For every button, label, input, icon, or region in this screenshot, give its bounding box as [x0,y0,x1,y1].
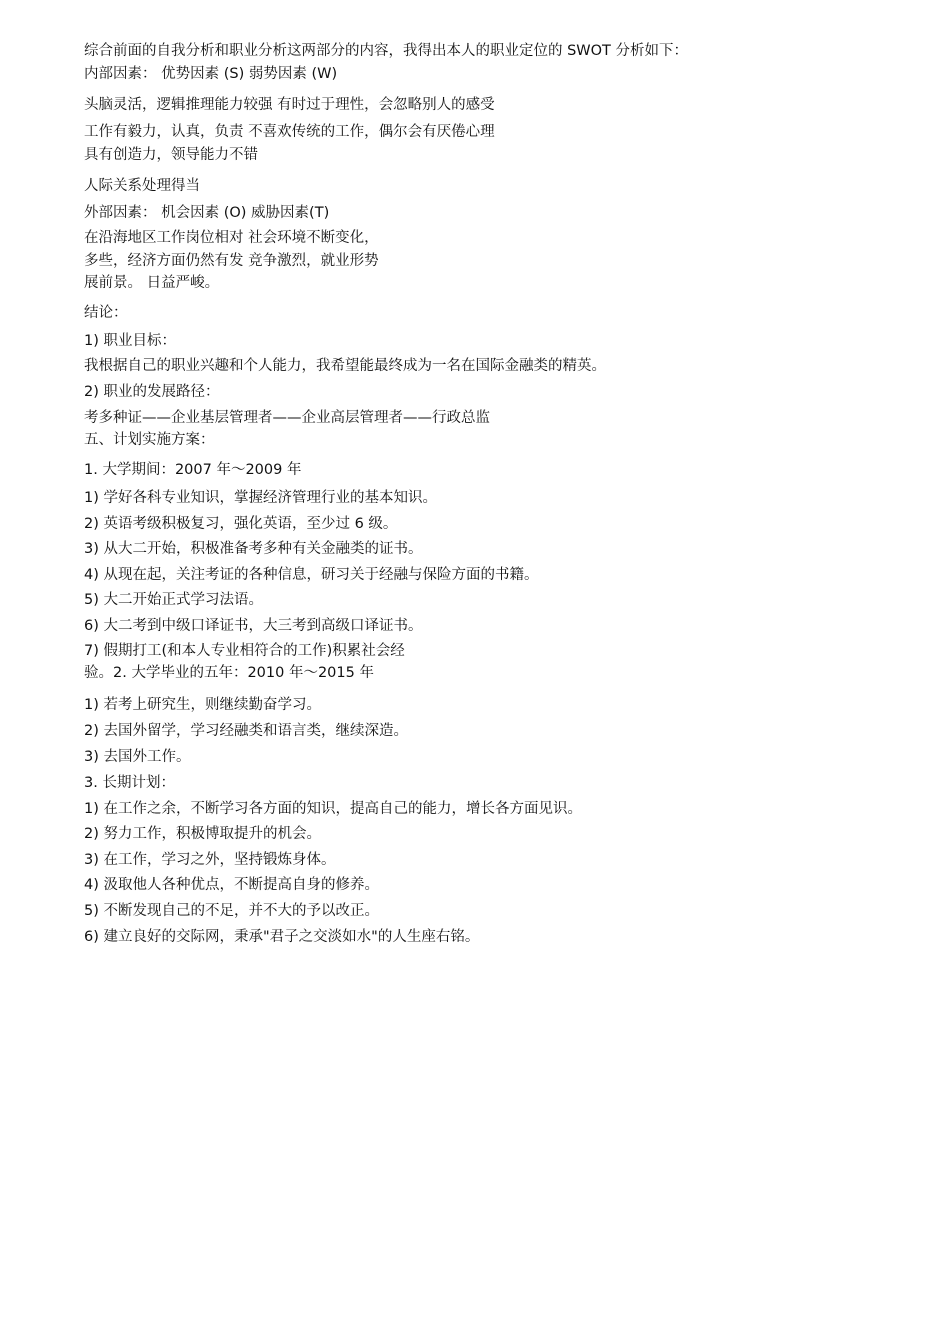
text-line: 多些，经济方面仍然有发 竞争激烈，就业形势 [84,253,379,269]
text-line: 2) 英语考级积极复习，强化英语，至少过 6 级。 [84,516,398,532]
text-line: 3) 在工作，学习之外，坚持锻炼身体。 [84,852,336,868]
text-line: 6) 大二考到中级口译证书，大三考到高级口译证书。 [84,618,423,634]
text-line: 外部因素： 机会因素 (O) 威胁因素(T) [84,205,330,221]
text-line: 展前景。 日益严峻。 [84,275,220,291]
text-line: 结论： [84,305,128,321]
text-line: 3) 从大二开始，积极准备考多种有关金融类的证书。 [84,541,423,557]
text-line: 2) 职业的发展路径： [84,384,220,400]
text-line: 头脑灵活，逻辑推理能力较强 有时过于理性，会忽略别人的感受 [84,97,495,113]
text-line: 1) 若考上研究生，则继续勤奋学习。 [84,697,321,713]
text-line: 5) 不断发现自己的不足，并不大的予以改正。 [84,903,379,919]
text-line: 工作有毅力，认真，负责 不喜欢传统的工作，偶尔会有厌倦心理 [84,124,495,140]
text-line: 2) 去国外留学，学习经融类和语言类，继续深造。 [84,723,408,739]
text-line: 7) 假期打工(和本人专业相符合的工作)积累社会经 [84,643,405,659]
text-line: 6) 建立良好的交际网，秉承"君子之交淡如水"的人生座右铭。 [84,929,480,945]
text-line: 考多种证——企业基层管理者——企业高层管理者——行政总监 [84,410,490,426]
text-line: 1) 学好各科专业知识，掌握经济管理行业的基本知识。 [84,490,437,506]
text-line: 我根据自己的职业兴趣和个人能力，我希望能最终成为一名在国际金融类的精英。 [84,358,606,374]
text-line: 综合前面的自我分析和职业分析这两部分的内容，我得出本人的职业定位的 SWOT 分析如下： [84,43,689,59]
text-line: 验。2. 大学毕业的五年：2010 年～2015 年 [84,665,374,681]
text-line: 五、计划实施方案： [84,432,215,448]
text-line: 3) 去国外工作。 [84,749,191,765]
text-line: 5) 大二开始正式学习法语。 [84,592,263,608]
text-line: 4) 从现在起，关注考证的各种信息，研习关于经融与保险方面的书籍。 [84,567,539,583]
text-line: 3. 长期计划： [84,775,175,791]
text-line: 内部因素： 优势因素 (S) 弱势因素 (W) [84,66,338,82]
text-line: 4) 汲取他人各种优点，不断提高自身的修养。 [84,877,379,893]
text-line: 1) 职业目标： [84,333,176,349]
text-line: 在沿海地区工作岗位相对 社会环境不断变化， [84,230,379,246]
text-line: 1. 大学期间：2007 年～2009 年 [84,462,302,478]
text-line: 具有创造力，领导能力不错 [84,147,258,163]
text-line: 1) 在工作之余，不断学习各方面的知识，提高自己的能力，增长各方面见识。 [84,801,582,817]
text-line: 2) 努力工作，积极博取提升的机会。 [84,826,321,842]
text-line: 人际关系处理得当 [84,178,200,194]
